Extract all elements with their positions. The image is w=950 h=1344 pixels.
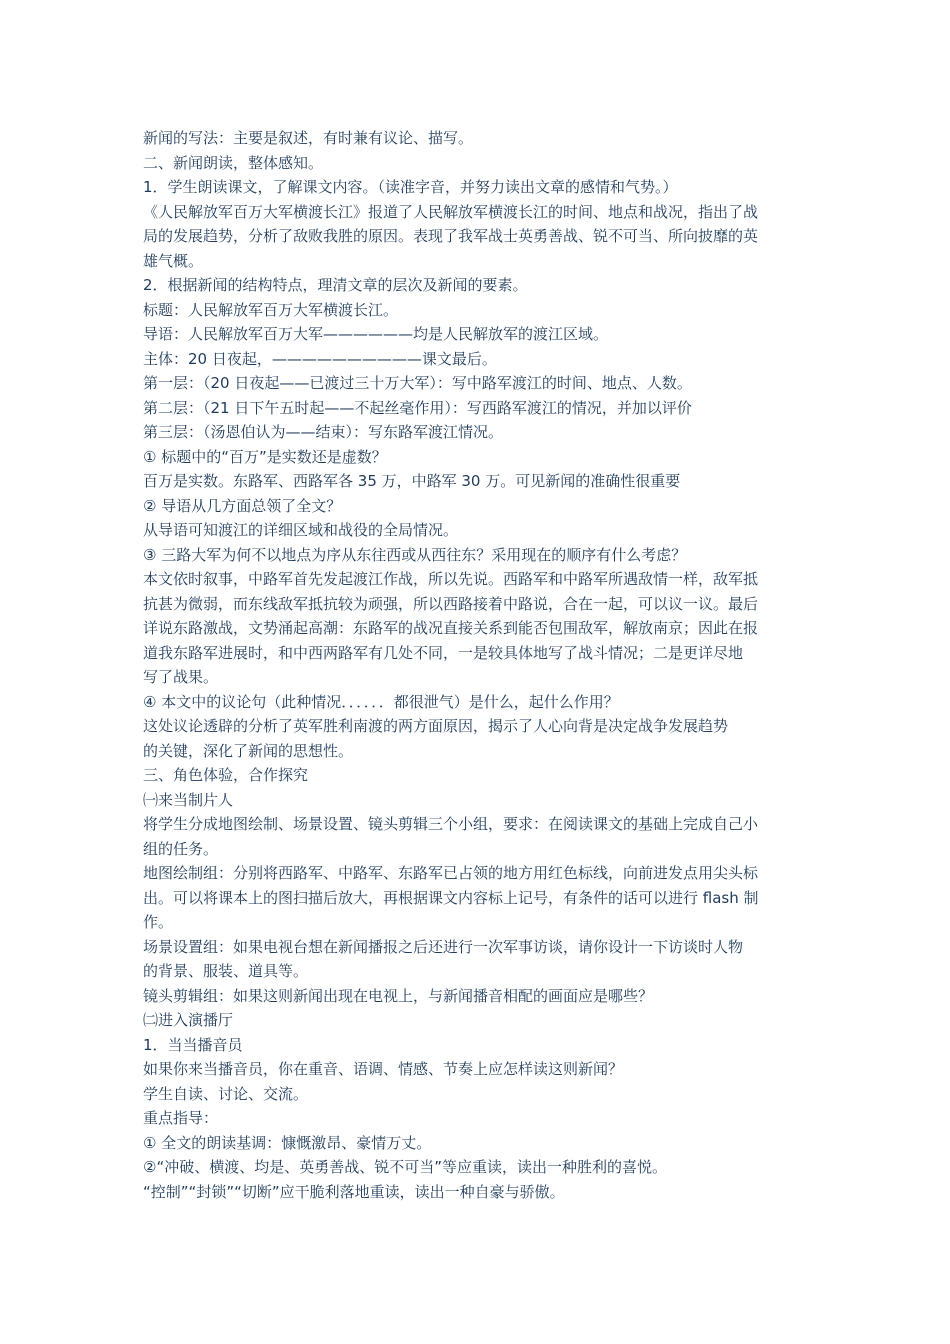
text-line: 的关键，深化了新闻的思想性。 bbox=[143, 741, 354, 760]
text-line: 的背景、服装、道具等。 bbox=[143, 962, 309, 980]
text-line: 新闻的写法：主要是叙述，有时兼有议论、描写。 bbox=[143, 129, 474, 147]
text-line: 百万是实数。东路军、西路军各 35 万，中路军 30 万。可见新闻的准确性很重要 bbox=[143, 472, 681, 490]
text-line: 导语：人民解放军百万大军——————均是人民解放军的渡江区域。 bbox=[143, 325, 609, 343]
text-line: 标题：人民解放军百万大军横渡长江。 bbox=[143, 300, 399, 319]
text-line: 《人民解放军百万大军横渡长江》报道了人民解放军横渡长江的时间、地点和战况，指出了战 bbox=[143, 202, 759, 221]
text-line: 1．学生朗读课文，了解课文内容。（读准字音，并努力读出文章的感情和气势。） bbox=[143, 178, 678, 196]
text-line: “控制”“封锁”“切断”应干脆利落地重读，读出一种自豪与骄傲。 bbox=[143, 1182, 565, 1201]
text-line: 将学生分成地图绘制、场景设置、镜头剪辑三个小组，要求：在阅读课文的基础上完成自己小 bbox=[143, 815, 759, 833]
question-line: ④ 本文中的议论句（此种情况．．．．．．都很泄气）是什么，起什么作用？ bbox=[143, 692, 619, 711]
text-line: ②“冲破、横渡、均是、英勇善战、锐不可当”等应重读，读出一种胜利的喜悦。 bbox=[143, 1158, 667, 1176]
text-line: 详说东路激战，文势涌起高潮：东路军的战况直接关系到能否包围敌军，解放南京；因此在报 bbox=[143, 619, 759, 637]
text-line: ① 全文的朗读基调：慷慨激昂、豪情万丈。 bbox=[143, 1133, 432, 1152]
text-line: 从导语可知渡江的详细区域和战役的全局情况。 bbox=[143, 521, 459, 539]
text-line: 场景设置组：如果电视台想在新闻播报之后还进行一次军事访谈，请你设计一下访谈时人物 bbox=[143, 937, 744, 956]
text-line: 第二层：（21 日下午五时起——不起丝毫作用）：写西路军渡江的情况，并加以评价 bbox=[143, 398, 692, 417]
text-line: 镜头剪辑组：如果这则新闻出现在电视上，与新闻播音相配的画面应是哪些？ bbox=[143, 986, 654, 1005]
text-line: 雄气概。 bbox=[143, 251, 204, 270]
text-line: 第三层：（汤恩伯认为——结束）：写东路军渡江情况。 bbox=[143, 423, 504, 441]
text-line: 本文依时叙事，中路军首先发起渡江作战，所以先说。西路军和中路军所遇敌情一样，敌军抵 bbox=[143, 570, 759, 588]
subsection-heading: ㈠来当制片人 bbox=[143, 790, 234, 809]
text-line: 如果你来当播音员，你在重音、语调、情感、节奏上应怎样读这则新闻？ bbox=[143, 1060, 624, 1078]
question-line: ① 标题中的“百万”是实数还是虚数？ bbox=[143, 447, 387, 466]
text-line: 写了战果。 bbox=[143, 668, 219, 686]
section-heading: 三、角色体验，合作探究 bbox=[143, 766, 309, 784]
question-line: ③ 三路大军为何不以地点为序从东往西或从西往东？采用现在的顺序有什么考虑？ bbox=[143, 545, 687, 564]
text-line: 地图绘制组：分别将西路军、中路军、东路军已占领的地方用红色标线，向前进发点用尖头标 bbox=[143, 864, 759, 882]
text-line: 2．根据新闻的结构特点，理清文章的层次及新闻的要素。 bbox=[143, 276, 528, 294]
text-line: 道我东路军进展时，和中西两路军有几处不同，一是较具体地写了战斗情况；二是更详尽地 bbox=[143, 643, 744, 662]
text-line: 重点指导： bbox=[143, 1109, 219, 1127]
text-line: 第一层：（20 日夜起——已渡过三十万大军）：写中路军渡江的时间、地点、人数。 bbox=[143, 374, 692, 392]
text-line: 学生自读、讨论、交流。 bbox=[143, 1084, 309, 1103]
text-line: 1．当当播音员 bbox=[143, 1035, 243, 1054]
question-line: ② 导语从几方面总领了全文？ bbox=[143, 496, 342, 515]
text-line: 局的发展趋势，分析了敌败我胜的原因。表现了我军战士英勇善战、锐不可当、所向披靡的英 bbox=[143, 227, 759, 245]
text-line: 这处议论透辟的分析了英军胜利南渡的两方面原因，揭示了人心向背是决定战争发展趋势 bbox=[143, 717, 729, 735]
section-heading: 二、新闻朗读，整体感知。 bbox=[143, 153, 324, 172]
text-line: 出。可以将课本上的图扫描后放大，再根据课文内容标上记号，有条件的话可以进行 flash 制 bbox=[143, 888, 759, 907]
subsection-heading: ㈡进入演播厅 bbox=[143, 1011, 234, 1029]
text-line: 主体：20 日夜起，——————————课文最后。 bbox=[143, 349, 497, 368]
text-line: 组的任务。 bbox=[143, 839, 219, 858]
text-line: 抗甚为微弱，而东线敌军抵抗较为顽强，所以西路接着中路说，合在一起，可以议一议。最后 bbox=[143, 594, 759, 613]
text-line: 作。 bbox=[143, 913, 174, 931]
document-page bbox=[143, 126, 809, 1204]
